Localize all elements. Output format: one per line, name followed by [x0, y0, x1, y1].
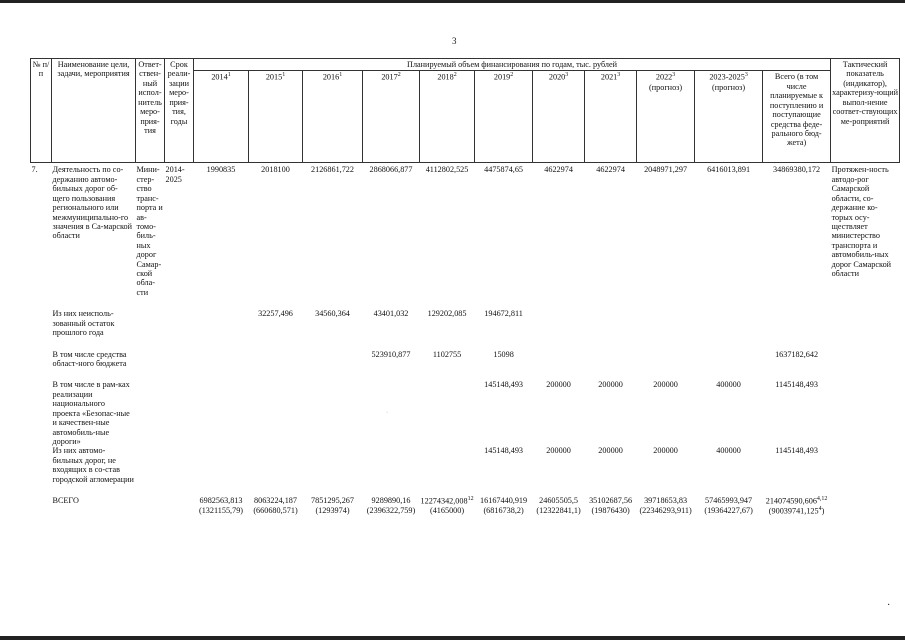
- header-year-2020: 2020$^3$: [533, 71, 585, 163]
- outside-value-2014: [194, 446, 249, 484]
- regional-value-2019: 15098: [493, 349, 514, 359]
- header-year-2018: 2018$^2$: [420, 71, 475, 163]
- row7-total: 34869380,172: [773, 165, 821, 175]
- national-value-2022: 200000: [653, 380, 678, 390]
- scan-speck: ·: [386, 410, 388, 416]
- funding-table: [30, 58, 900, 516]
- national-value-2023-2025: 400000: [716, 380, 741, 390]
- regional-name: В том числе средства област-ного бюджета: [52, 349, 127, 369]
- row7-responsible: Мини-стер-ство транс-порта и ав-томо-биль-ных дорог Самар-ской обла-сти: [136, 165, 163, 297]
- total-value-2019: 16167440,919 (6816738,2): [480, 496, 528, 515]
- outside-value-2016: [303, 446, 363, 484]
- unused-value-2023-2025: [695, 297, 763, 337]
- outside-value-2018: [420, 446, 475, 484]
- header-term: Срок реали-зации меро-прия-тия, годы: [165, 59, 194, 163]
- row7-value-2016: 2126861,722: [311, 165, 354, 175]
- header-year-2021: 2021$^3$: [585, 71, 637, 163]
- unused-value-2014: [194, 297, 249, 337]
- outside-value-2021: 200000: [598, 446, 623, 456]
- table-row-outside-agglomeration: [31, 446, 900, 484]
- unused-value-2015: 32257,496: [258, 309, 293, 319]
- outside-value-2023-2025: 400000: [716, 446, 741, 456]
- national-value-2020: 200000: [546, 380, 571, 390]
- row7-value-2020: 4622974: [544, 165, 573, 175]
- national-value-2016: [303, 368, 363, 446]
- national-total: 1145148,493: [775, 380, 818, 390]
- unused-value-2021: [585, 297, 637, 337]
- total-value-2018: 12274342,008$^{12}$ (4165000): [420, 496, 474, 516]
- outside-name: Из них автомо-бильных дорог, не входящих в со-став городской агломерации: [52, 446, 134, 484]
- outside-value-2022: 200000: [653, 446, 678, 456]
- header-year-2016: 2016$^1$: [303, 71, 363, 163]
- header-year-2019: 2019$^2$: [475, 71, 533, 163]
- regional-total: 1637182,642: [775, 349, 819, 359]
- header-year-2015: 2015$^1$: [249, 71, 303, 163]
- unused-value-2019: 194672,811: [484, 309, 523, 319]
- national-value-2021: 200000: [598, 380, 623, 390]
- header-indicator: Тактический показатель (индикатор), характеризу-ющий выпол-нение соответ-ствующих ме-роприятий: [831, 59, 900, 163]
- unused-name: Из них неисполь-зованный остаток прошлого года: [52, 309, 115, 338]
- header-year-2014: 2014$^1$: [194, 71, 249, 163]
- header-num: № п/п: [31, 59, 52, 163]
- outside-total: 1145148,493: [775, 446, 818, 456]
- total-name: ВСЕГО: [52, 496, 79, 506]
- header-funding: Планируемый объем финансирования по годам, тыс. рублей: [194, 59, 831, 71]
- row7-value-2023-2025: 6416013,891: [707, 165, 751, 175]
- total-value-2021: 35102687,56 (19876430): [589, 496, 633, 515]
- national-name: В том числе в рам-ках реализации национального проекта «Безопас-ные и качествен-ные автомобиль-ные дороги»: [52, 380, 130, 446]
- row7-value-2021: 4622974: [596, 165, 625, 175]
- regional-value-2021: [585, 338, 637, 369]
- regional-value-2015: [249, 338, 303, 369]
- unused-value-2016: 34560,364: [315, 309, 350, 319]
- row7-value-2019: 4475874,65: [484, 165, 524, 175]
- row7-value-2022: 2048971,297: [644, 165, 688, 175]
- row7-value-2015: 2018100: [261, 165, 290, 175]
- national-value-2018: [420, 368, 475, 446]
- regional-value-2020: [533, 338, 585, 369]
- row7-name: Деятельность по со-держанию автомо-бильных дорог об-щего пользования регионального или межмуниципально-го значения в Са-марской области: [52, 165, 133, 241]
- row7-value-2017: 2868066,877: [369, 165, 413, 175]
- regional-value-2022: [637, 338, 695, 369]
- bottom-border-line: [0, 636, 905, 640]
- outside-value-2019: 145148,493: [484, 446, 524, 456]
- total-value-2014: 6982563,813 (1321155,79): [198, 496, 244, 515]
- regional-value-2018: 1102755: [432, 349, 462, 359]
- national-value-2017: [363, 368, 420, 446]
- total-value-2023-2025: 57465993,947 (19364227,67): [704, 496, 753, 515]
- page-number: 3: [452, 36, 457, 46]
- header-total: Всего (в том числе планируемые к поступлению и поступающие средства феде-рального бюд-жета): [763, 71, 831, 163]
- total-value-2015: 8063224,187 (660680,571): [253, 496, 298, 515]
- unused-value-2017: 43401,032: [373, 309, 409, 319]
- regional-value-2023-2025: [695, 338, 763, 369]
- table-row-national-project: [31, 368, 900, 446]
- national-value-2015: [249, 368, 303, 446]
- total-value-2022: 39718653,83 (22346293,911): [639, 496, 692, 515]
- row7-value-2018: 4112802,525: [425, 165, 469, 175]
- unused-value-2020: [533, 297, 585, 337]
- header-name: Наименование цели, задачи, мероприятия: [52, 59, 136, 163]
- table-row-grand-total: [31, 484, 900, 516]
- national-value-2019: 145148,493: [484, 380, 524, 390]
- table-row-activity-7: [31, 163, 900, 297]
- total-value-2017: 9289890,16 (2396322,759): [366, 496, 416, 515]
- outside-value-2015: [249, 446, 303, 484]
- regional-value-2014: [194, 338, 249, 369]
- regional-value-2016: [303, 338, 363, 369]
- header-year-2023-2025: 2023-2025$^3$ (прогноз): [695, 71, 763, 163]
- unused-value-2018: 129202,085: [427, 309, 467, 319]
- unused-total: [763, 297, 831, 337]
- total-grand-total: 214074590,606$^{4,12}$ (90039741,125$^4$): [765, 496, 828, 516]
- table-row-unused-balance: [31, 297, 900, 337]
- row7-indicator: Протяжен-ность автодо-рог Самарской области, со-держание ко-торых осу-ществляет министерство транспорта и автомобиль-ных дорог Самарской области: [831, 165, 892, 279]
- header-year-2022: 2022$^3$ (прогноз): [637, 71, 695, 163]
- national-value-2014: [194, 368, 249, 446]
- scan-speck: ·: [887, 600, 891, 611]
- table-row-regional-budget: [31, 338, 900, 369]
- outside-value-2020: 200000: [546, 446, 571, 456]
- header-responsible: Ответ-ствен-ный испол-нитель меро-прия-тия: [136, 59, 165, 163]
- row7-value-2014: 1990835: [206, 165, 236, 175]
- header-year-2017: 2017$^2$: [363, 71, 420, 163]
- unused-value-2022: [637, 297, 695, 337]
- total-value-2016: 7851295,267 (1293974): [311, 496, 354, 515]
- header-row-top: [31, 59, 900, 71]
- top-border-line: [0, 0, 905, 3]
- row7-term: 2014-2025: [165, 165, 185, 184]
- row7-num: 7.: [31, 165, 38, 175]
- outside-value-2017: [363, 446, 420, 484]
- total-value-2020: 24605505,5 (12322841,1): [536, 496, 581, 515]
- funding-table-container: [30, 58, 900, 516]
- regional-value-2017: 523910,877: [371, 349, 411, 359]
